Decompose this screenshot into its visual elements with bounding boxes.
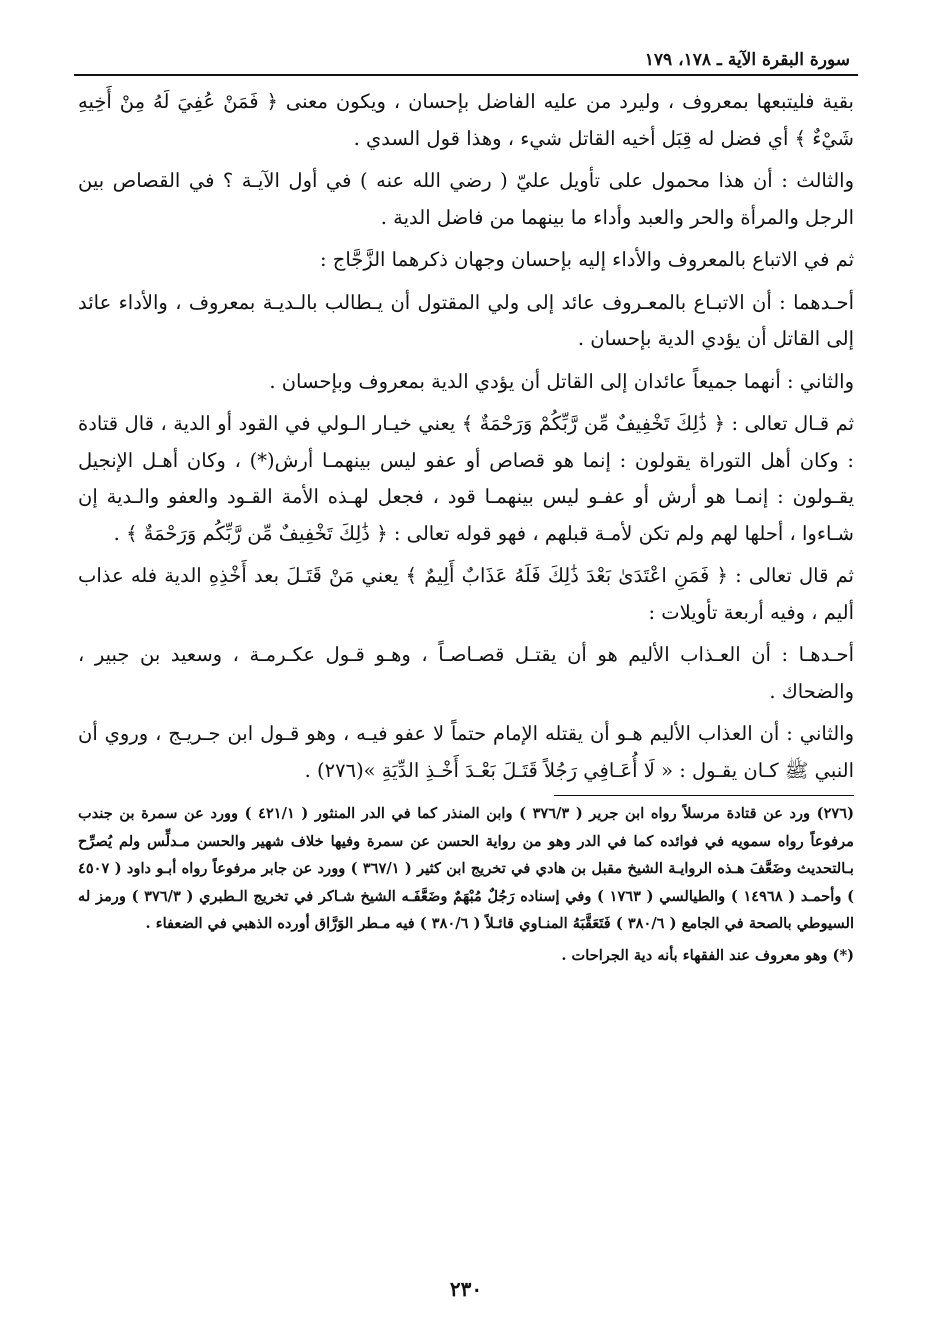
page-number: ٢٣٠ xyxy=(449,1277,483,1301)
paragraph-9: والثاني : أن العذاب الأليم هـو أن يقتله الإمام حتماً لا عفو فيـه ، وهو قـول ابن جـريـج ، وروي أن النبي ﷺ كـان يقـول : « لَا أُعَـافِي رَجُلاً قَتَـلَ بَعْـدَ أَخْـذِ الدِّيَةِ »(٢٧٦) . xyxy=(78,722,854,782)
footnotes xyxy=(78,800,854,970)
main-text xyxy=(78,84,854,789)
paragraph-3: ثم في الاتباع بالمعروف والأداء إليه بإحسان وجهان ذكرهما الزَّجَّاج : xyxy=(320,248,854,271)
running-title: سورة البقرة الآية ـ ١٧٨، ١٧٩ xyxy=(644,50,850,70)
header-rule xyxy=(74,74,858,76)
paragraph-7: ثم قال تعالى : ﴿ فَمَنِ اعْتَدَىٰ بَعْدَ ذَٰلِكَ فَلَهُ عَذَابٌ أَلِيمٌ ﴾ يعني مَنْ قَتَـلَ بعد أَخْذِهِ الدية فله عذاب أليم ، وفيه أربعة تأويلات : xyxy=(78,564,854,624)
footnote-asterisk: (*) وهو معروف عند الفقهاء بأنه دية الجراحات . xyxy=(561,946,854,964)
footnote-276: (٢٧٦) ورد عن قتادة مرسلاً رواه ابن جرير ( ٣٧٦/٣ ) وابن المنذر كما في الدر المنثور ( ٤٢١/١ ) وورد عن سمرة بن جندب مرفوعاً رواه سمويه في فوائده كما في الدر وهو من رواية الحسن عن سمرة وفيها خلاف شهير والحسن مـدلِّس ولم يُصرِّح بـالتحديث وضَعَّفَ هـذه الروايـة الشيخ مقبل بن هادي في تخريج ابن كثير ( ٣٦٧/١ ) وورد عن جابر مرفوعاً رواه أبـو داود ( ٤٥٠٧ ) وأحمـد ( ١٤٩٦٨ ) والطيالسي ( ١٧٦٣ ) وفي إسناده رَجُلٌ مُبْهَمٌ وضَعَّفَـه الشيخ شـاكر في تخريج الـطبري ( ٣٧٦/٣ ) ورمز له السيوطي بالصحة في الجامع ( ٣٨٠/٦ ) فَتَعَقَّبَهُ المنـاوي قائـلاً ( ٣٨٠/٦ ) فيه مـطر الوَرَّاق أورده الذهبي في الضعفاء . xyxy=(78,805,854,933)
paragraph-1: بقية فليتبعها بمعروف ، وليرد من عليه الفاضل بإحسان ، ويكون معنى ﴿ فَمَنْ عُفِيَ لَهُ مِنْ أَخِيهِ شَيْءٌ ﴾ أي فضل له قِبَل أخيه القاتل شيء ، وهذا قول السدي . xyxy=(78,90,854,150)
paragraph-5: والثاني : أنهما جميعاً عائدان إلى القاتل أن يؤدي الدية بمعروف وبإحسان . xyxy=(269,369,854,393)
paragraph-2: والثالث : أن هذا محمول على تأويل عليّ ( رضي الله عنه ) في أول الآيـة ؟ في القصاص بين الرجل والمرأة والحر والعبد وأداء ما بينهما من فاضل الدية . xyxy=(78,169,854,229)
footnote-rule xyxy=(554,795,854,796)
paragraph-4: أحـدهما : أن الاتبـاع بالمعـروف عائد إلى ولي المقتول أن يـطالب بالـديـة بمعروف ، والأداء عائد إلى القاتل أن يؤدي الدية بإحسان . xyxy=(78,290,854,350)
paragraph-6: ثم قـال تعالى : ﴿ ذَٰلِكَ تَخْفِيفٌ مِّن رَّبِّكُمْ وَرَحْمَةٌ ﴾ يعني خيـار الـولي في القود أو الدية ، قال قتادة : وكان أهل التوراة يقولون : إنما هو قصاص أو عفو ليس بينهمـا أرش(*) ، وكان أهـل الإنجيل يقـولون : إنمـا هو أرش أو عفـو ليس بينهمـا قود ، فجعل لهـذه الأمة القـود والعفو والـدية إن شـاءوا ، أحلها لهم ولم تكن لأمـة قبلهم ، فهو قوله تعالى : ﴿ ذَٰلِكَ تَخْفِيفٌ مِّن رَّبِّكُم وَرَحْمَةٌ ﴾ . xyxy=(78,412,854,545)
paragraph-8: أحـدهـا : أن العـذاب الأليم هو أن يقتـل قصـاصـاً ، وهـو قـول عكـرمـة ، وسعيد بن جبير ، والضحاك . xyxy=(78,643,854,703)
